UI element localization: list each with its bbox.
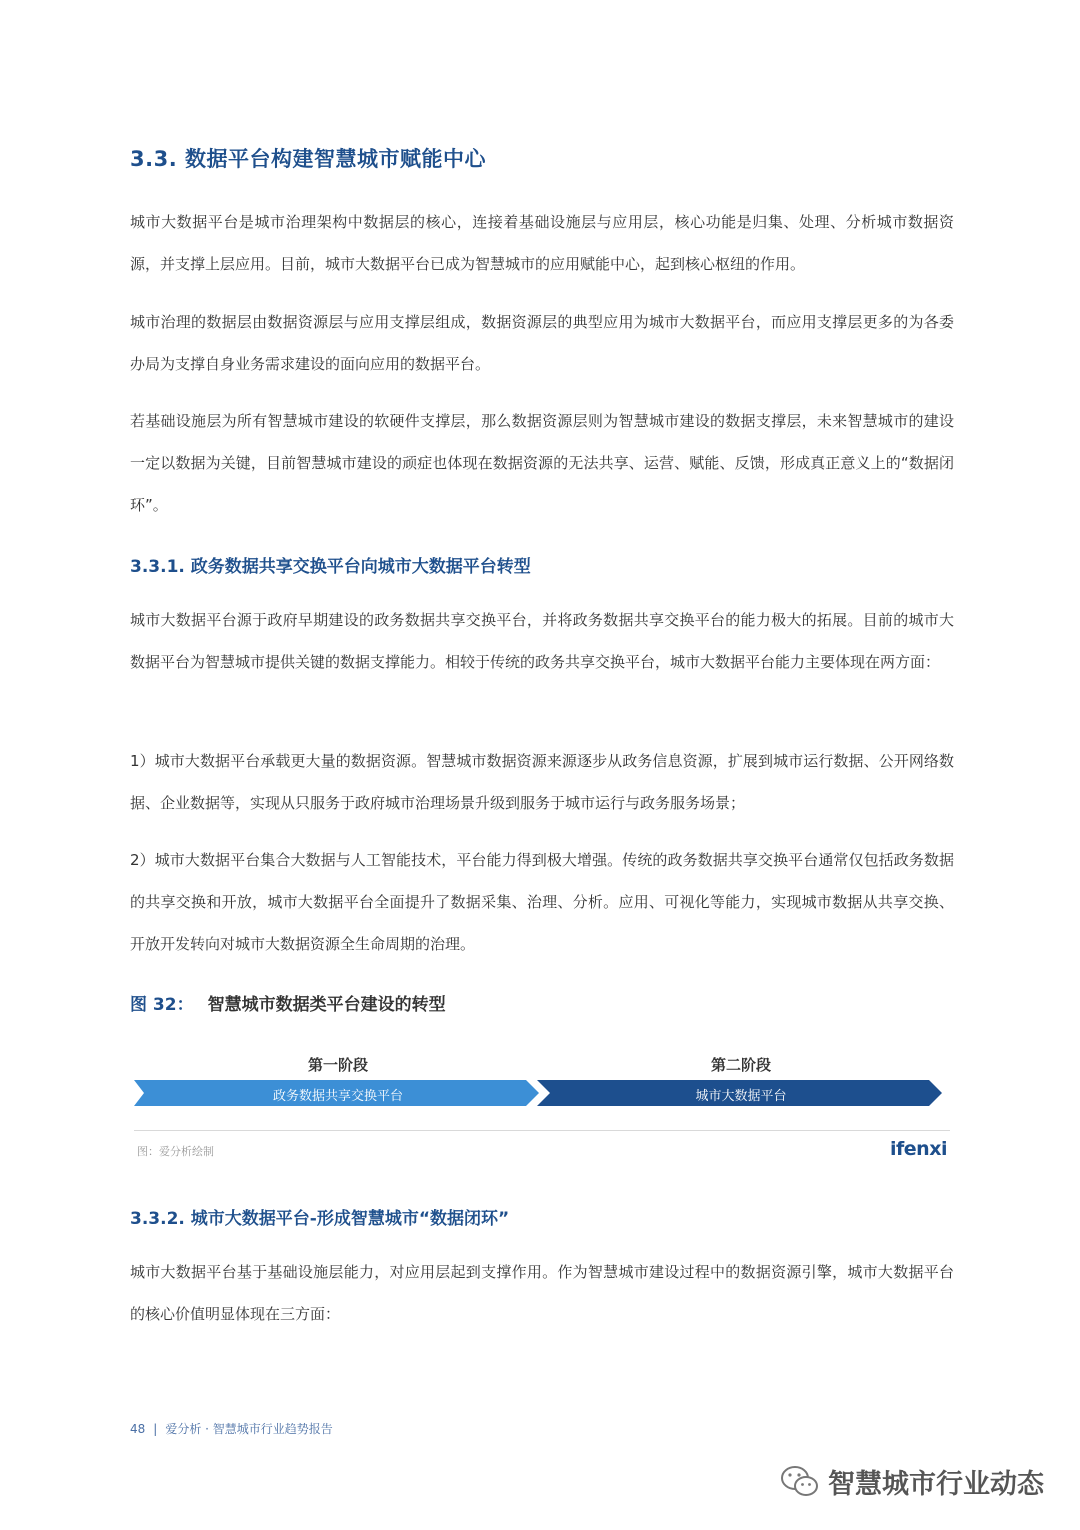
stage-2-text: 城市大数据平台 — [695, 1089, 787, 1104]
stage-label: 第二阶段 — [710, 1056, 771, 1074]
paragraph: 1）城市大数据平台承载更大量的数据资源。智慧城市数据资源来源逐步从政务信息资源，扩展到城市运行数据、公开网络数据、企业数据等，实现从只服务于政府城市治理场景升级到服务于城市运行与政务服务场景； — [130, 752, 954, 812]
paragraph: 2）城市大数据平台集合大数据与人工智能技术，平台能力得到极大增强。传统的政务数据共享交换平台通常仅包括政务数据的共享交换和开放，城市大数据平台全面提升了数据采集、治理、分析。应用、可视化等能力，实现城市数据从共享交换、开放开发转向对城市大数据资源全生命周期的治理。 — [130, 851, 954, 953]
watermark — [780, 1462, 1044, 1501]
footer-separator: | — [153, 1422, 158, 1436]
report-name: 爱分析 · 智慧城市行业趋势报告 — [165, 1422, 333, 1436]
figure-title — [130, 990, 446, 1015]
figure-divider — [134, 1130, 950, 1131]
page-footer — [130, 1420, 333, 1437]
figure-source: 图：爱分析绘制 — [137, 1145, 214, 1158]
wechat-icon — [780, 1465, 820, 1499]
figure-number: 图 32： — [130, 995, 194, 1015]
stage-1-text: 政务数据共享交换平台 — [272, 1089, 403, 1104]
paragraph: 城市大数据平台是城市治理架构中数据层的核心，连接着基础设施层与应用层，核心功能是归集、处理、分析城市数据资源，并支撑上层应用。目前，城市大数据平台已成为智慧城市的应用赋能中心，起到核心枢纽的作用。 — [130, 213, 954, 273]
paragraph: 城市治理的数据层由数据资源层与应用支撑层组成，数据资源层的典型应用为城市大数据平台，而应用支撑层更多的为各委办局为支撑自身业务需求建设的面向应用的数据平台。 — [130, 313, 954, 373]
stage-label: 第一阶段 — [307, 1056, 368, 1074]
paragraph: 城市大数据平台基于基础设施层能力，对应用层起到支撑作用。作为智慧城市建设过程中的数据资源引擎，城市大数据平台的核心价值明显体现在三方面： — [130, 1263, 954, 1323]
watermark-text: 智慧城市行业动态 — [828, 1469, 1044, 1500]
section-title: 3.3. 数据平台构建智慧城市赋能中心 — [130, 147, 486, 171]
subsection-title: 3.3.2. 城市大数据平台-形成智慧城市“数据闭环” — [130, 1209, 510, 1229]
paragraph: 城市大数据平台源于政府早期建设的政务数据共享交换平台，并将政务数据共享交换平台的能力极大的拓展。目前的城市大数据平台为智慧城市提供关键的数据支撑能力。相较于传统的政务共享交换平台，城市大数据平台能力主要体现在两方面： — [130, 611, 954, 671]
paragraph: 若基础设施层为所有智慧城市建设的软硬件支撑层，那么数据资源层则为智慧城市建设的数据支撑层，未来智慧城市的建设一定以数据为关键，目前智慧城市建设的顽症也体现在数据资源的无法共享、运营、赋能、反馈，形成真正意义上的“数据闭环”。 — [130, 412, 954, 514]
page-number: 48 — [130, 1422, 146, 1436]
subsection-title: 3.3.1. 政务数据共享交换平台向城市大数据平台转型 — [130, 557, 531, 577]
figure-caption: 智慧城市数据类平台建设的转型 — [207, 995, 446, 1015]
brand-logo: ifenxi — [890, 1138, 947, 1160]
